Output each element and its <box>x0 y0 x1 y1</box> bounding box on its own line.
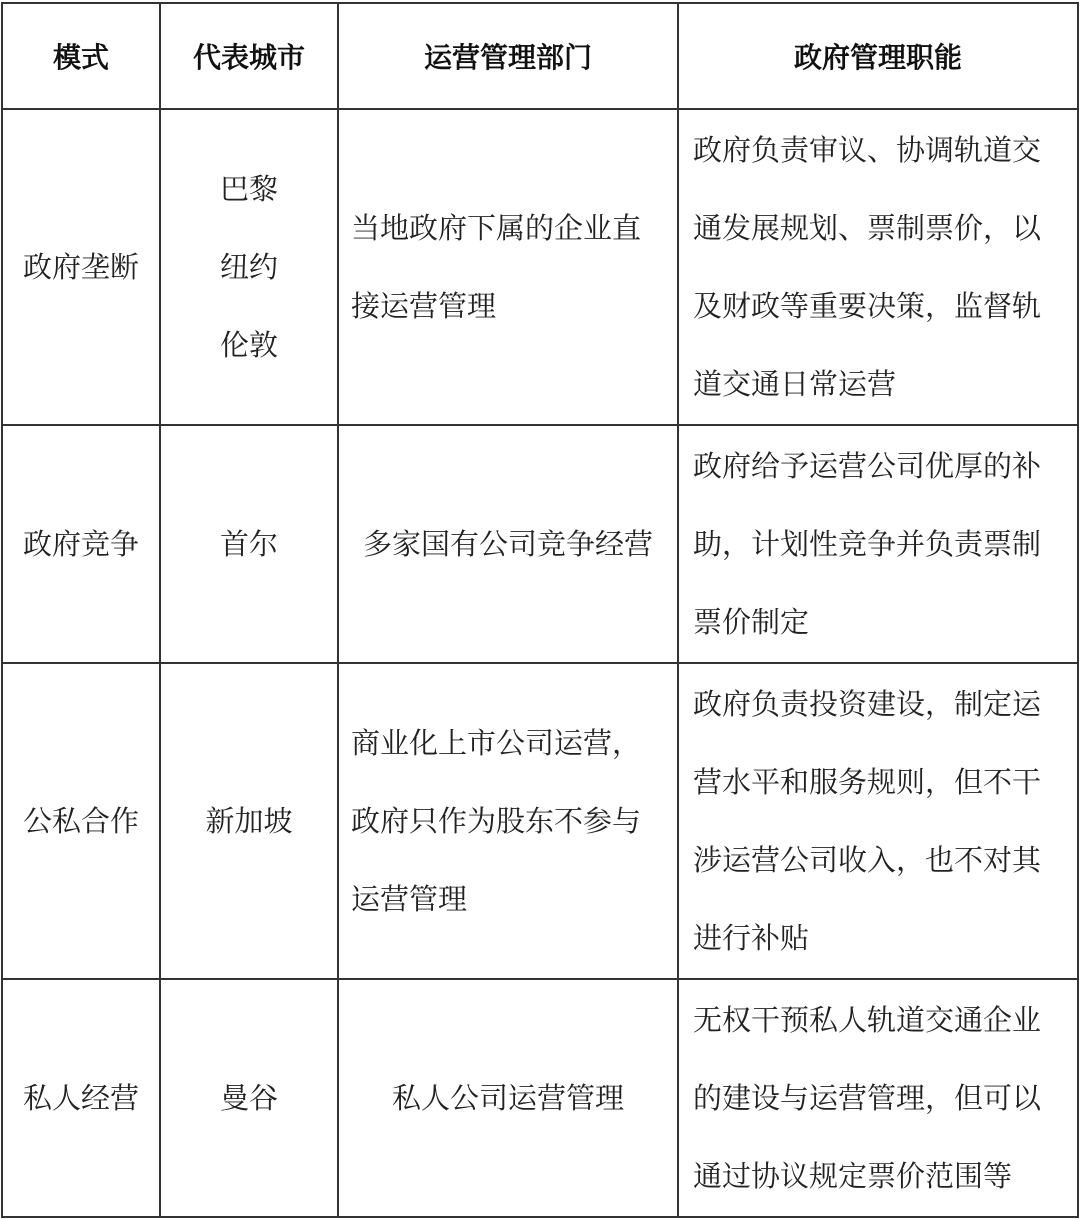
function-line: 道交通日常运营 <box>693 367 897 401</box>
header-mode: 模式 <box>2 3 160 109</box>
dept-line: 商业化上市公司运营， <box>351 726 642 760</box>
mode-cell: 私人经营 <box>2 979 160 1217</box>
table-row <box>2 425 1078 663</box>
cities-cell <box>160 109 338 425</box>
dept-cell <box>338 663 678 979</box>
function-line: 进行补贴 <box>693 921 810 955</box>
function-line: 票价制定 <box>693 605 810 639</box>
function-line: 及财政等重要决策，监督轨 <box>693 289 1042 323</box>
dept-line: 接运营管理 <box>351 289 497 323</box>
mode-cell: 政府垄断 <box>2 109 160 425</box>
governance-table <box>1 2 1079 1218</box>
city-name: 巴黎 <box>219 172 278 206</box>
cities-cell <box>160 425 338 663</box>
function-cell <box>678 425 1078 663</box>
city-name: 纽约 <box>219 250 278 284</box>
table-row <box>2 109 1078 425</box>
dept-line: 运营管理 <box>351 882 468 916</box>
function-line: 政府负责审议、协调轨道交 <box>693 133 1042 167</box>
header-dept: 运营管理部门 <box>338 3 678 109</box>
function-cell <box>678 109 1078 425</box>
cities-cell <box>160 979 338 1217</box>
function-line: 涉运营公司收入，也不对其 <box>693 843 1042 877</box>
dept-line: 政府只作为股东不参与 <box>351 804 642 838</box>
header-function: 政府管理职能 <box>678 3 1078 109</box>
function-line: 通过协议规定票价范围等 <box>693 1159 1013 1193</box>
table-row <box>2 663 1078 979</box>
dept-line: 多家国有公司竞争经营 <box>362 527 653 561</box>
mode-cell: 公私合作 <box>2 663 160 979</box>
function-line: 的建设与运营管理，但可以 <box>693 1081 1042 1115</box>
dept-line: 私人公司运营管理 <box>391 1081 624 1115</box>
dept-line: 当地政府下属的企业直 <box>351 211 642 245</box>
dept-cell <box>338 425 678 663</box>
dept-cell <box>338 979 678 1217</box>
table-row <box>2 979 1078 1217</box>
city-name: 首尔 <box>219 527 278 561</box>
cities-cell <box>160 663 338 979</box>
city-name: 伦敦 <box>219 328 278 362</box>
function-line: 通发展规划、票制票价，以 <box>693 211 1042 245</box>
city-name: 新加坡 <box>205 804 293 838</box>
function-line: 营水平和服务规则，但不干 <box>693 765 1042 799</box>
function-cell <box>678 979 1078 1217</box>
function-line: 政府给予运营公司优厚的补 <box>693 449 1042 483</box>
function-line: 无权干预私人轨道交通企业 <box>693 1003 1042 1037</box>
city-name: 曼谷 <box>219 1081 278 1115</box>
mode-cell: 政府竞争 <box>2 425 160 663</box>
header-cities: 代表城市 <box>160 3 338 109</box>
function-line: 助，计划性竞争并负责票制 <box>693 527 1042 561</box>
function-line: 政府负责投资建设，制定运 <box>693 687 1042 721</box>
header-row <box>2 3 1078 109</box>
dept-cell <box>338 109 678 425</box>
function-cell <box>678 663 1078 979</box>
